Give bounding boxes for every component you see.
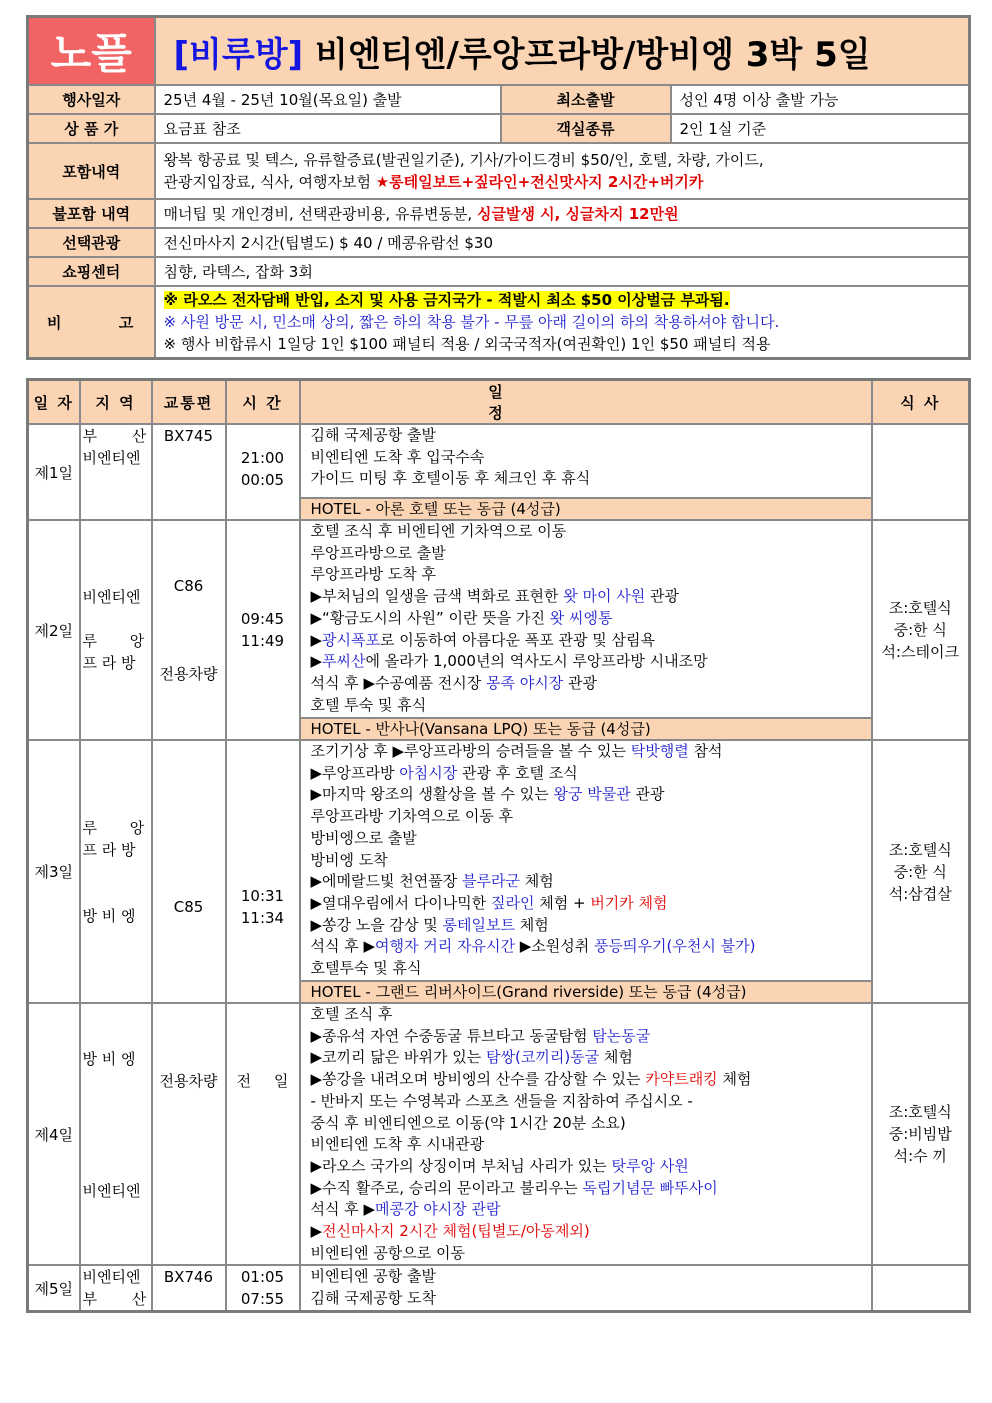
notes-row xyxy=(28,286,970,359)
notes-value xyxy=(155,286,970,359)
day4-line-3: ▶코끼리 닮은 바위가 있는 탐쌍(코끼리)동굴 체험 xyxy=(310,1048,633,1067)
note-1-text: ※ 라오스 전자담배 반입, 소지 및 사용 금지국가 - 적발시 최소 $50 이상벌금 부과됨. xyxy=(163,291,730,309)
day3-transport xyxy=(152,740,226,1003)
day3-time-1: 10:31 xyxy=(240,886,285,905)
day4-meal-1: 조:호텔식 xyxy=(888,1103,952,1122)
day3-line-4: 루앙프라방 기차역으로 이동 후 xyxy=(310,807,514,826)
room-label: 객실종류 xyxy=(501,114,671,143)
day2-label: 제2일 xyxy=(28,520,80,740)
day1-region xyxy=(80,424,152,520)
day3-line-8: ▶열대우림에서 다이나믹한 짚라인 체험 + 버기카 체험 xyxy=(310,893,668,912)
day3-meal-1: 조:호텔식 xyxy=(888,840,952,859)
day4-region xyxy=(80,1003,152,1265)
day3-region-2: 방 비 엥 xyxy=(82,906,136,925)
notes-label-text: 비 고 xyxy=(47,313,134,332)
day2-line-4: ▶부처님의 일생을 금색 벽화로 표현한 왓 마이 사원 관광 xyxy=(310,587,679,606)
day4-line-8: ▶라오스 국가의 상징이며 부처님 사리가 있는 탓루앙 사원 xyxy=(310,1156,689,1175)
day3-meal xyxy=(872,740,970,1003)
included-row xyxy=(28,143,970,199)
day2-meal xyxy=(872,520,970,740)
period-row xyxy=(28,85,970,114)
optional-tour-label: 선택관광 xyxy=(28,228,155,257)
day2-time-1: 09:45 xyxy=(240,610,285,628)
day1-row xyxy=(28,424,970,498)
day4-line-6: 중식 후 비엔티엔으로 이동(약 1시간 20분 소요) xyxy=(310,1113,626,1132)
included-label: 포함내역 xyxy=(28,143,155,199)
day1-itinerary xyxy=(300,424,872,498)
day4-line-1: 호텔 조식 후 xyxy=(310,1005,393,1023)
included-highlight: ★롱테일보트+짚라인+전신맛사지 2시간+버기카 xyxy=(375,173,704,191)
day1-time-1: 21:00 xyxy=(240,449,285,467)
day2-region-1: 비엔티엔 xyxy=(82,588,141,606)
day5-meal xyxy=(872,1265,970,1312)
day5-row xyxy=(28,1265,970,1312)
day3-line-2: ▶루앙프라방 아침시장 관광 후 호텔 조식 xyxy=(310,763,578,782)
day3-time-2: 11:34 xyxy=(240,908,285,927)
day4-line-9: ▶수직 활주로, 승리의 문이라고 불리우는 독립기념문 빠뚜사이 xyxy=(310,1178,718,1197)
day5-time-1: 01:05 xyxy=(240,1268,285,1287)
day4-line-2: ▶종유석 자연 수중동굴 튜브타고 동굴탐험 탐논동굴 xyxy=(310,1026,651,1045)
day4-meal-3: 석:수 끼 xyxy=(893,1147,947,1166)
day2-line-8: 석식 후 ▶수공예품 전시장 몽족 야시장 관광 xyxy=(310,673,597,692)
excluded-text: 매너팁 및 개인경비, 선택관광비용, 유류변동분, xyxy=(163,204,477,223)
day2-row xyxy=(28,520,970,718)
day1-line-3: 가이드 미팅 후 호텔이동 후 체크인 후 휴식 xyxy=(310,469,591,488)
day3-transport-1: C85 xyxy=(173,897,204,916)
note-3: ※ 행사 비합류시 1일당 1인 $100 패널티 적용 / 외국국적자(여권확인) 1인 $50 패널티 적용 xyxy=(163,335,771,353)
shopping-value: 침향, 라텍스, 잡화 3회 xyxy=(155,257,970,286)
day2-meal-1: 조:호텔식 xyxy=(888,599,952,617)
day2-region-2a: 루 앙 xyxy=(82,632,145,650)
day5-region-2: 부 산 xyxy=(82,1290,147,1309)
day3-itinerary xyxy=(300,740,872,981)
day4-meal-2: 중:비빔밥 xyxy=(888,1125,952,1144)
min-departure-value: 성인 4명 이상 출발 가능 xyxy=(671,85,970,114)
page-title xyxy=(155,17,970,86)
day2-meal-2: 중:한 식 xyxy=(893,621,947,639)
day4-line-5: - 반바지 또는 수영복과 스포츠 샌들을 지참하여 주십시오 - xyxy=(310,1091,693,1110)
day3-time xyxy=(226,740,300,1003)
day3-meal-2: 중:한 식 xyxy=(893,862,947,881)
day1-line-1: 김해 국제공항 출발 xyxy=(310,426,436,444)
day2-hotel: HOTEL - 반사나(Vansana LPQ) 또는 동급 (4성급) xyxy=(300,718,872,740)
day2-time xyxy=(226,520,300,740)
day3-line-7: ▶에메랄드빛 천연풀장 블루라군 체험 xyxy=(310,872,554,891)
day4-region-2: 비엔티엔 xyxy=(82,1182,141,1200)
notes-label xyxy=(28,286,155,359)
day5-time-2: 07:55 xyxy=(240,1290,285,1309)
day3-meal-3: 석:삼겹살 xyxy=(888,884,952,903)
day4-time xyxy=(226,1003,300,1265)
day5-itinerary xyxy=(300,1265,872,1312)
day4-line-12: 비엔티엔 공항으로 이동 xyxy=(310,1243,465,1262)
day1-time xyxy=(226,424,300,520)
day2-line-9: 호텔 투숙 및 휴식 xyxy=(310,695,427,714)
day4-transport xyxy=(152,1003,226,1265)
room-value: 2인 1실 기준 xyxy=(671,114,970,143)
schedule-table xyxy=(26,378,971,1313)
included-line-1: 왕복 항공료 및 텍스, 유류할증료(발권일기준), 기사/가이드경비 $50/인, 호텔, 차량, 가이드, xyxy=(163,151,764,169)
day2-line-2: 루앙프라방으로 출발 xyxy=(310,543,446,562)
day4-line-10: 석식 후 ▶메콩강 야시장 관람 xyxy=(310,1200,501,1219)
optional-row xyxy=(28,228,970,257)
day4-row xyxy=(28,1003,970,1265)
title-bracket: [비루방] xyxy=(173,34,304,75)
header-day: 일 자 xyxy=(28,380,80,425)
day3-region xyxy=(80,740,152,1003)
day1-label: 제1일 xyxy=(28,424,80,520)
day5-time xyxy=(226,1265,300,1312)
price-label: 상 품 가 xyxy=(28,114,155,143)
info-table xyxy=(26,15,971,360)
day2-transport xyxy=(152,520,226,740)
period-value: 25년 4월 - 25년 10월(목요일) 출발 xyxy=(155,85,501,114)
day2-itinerary xyxy=(300,520,872,718)
header-meal: 식 사 xyxy=(872,380,970,425)
day4-meal xyxy=(872,1003,970,1265)
included-line-2 xyxy=(164,171,961,193)
day3-line-5: 방비엥으로 출발 xyxy=(310,828,417,847)
shopping-label: 쇼핑센터 xyxy=(28,257,155,286)
excluded-value xyxy=(155,199,970,228)
day4-line-7: 비엔티엔 도착 후 시내관광 xyxy=(310,1135,485,1154)
note-1 xyxy=(164,289,961,311)
day2-line-7: ▶푸씨산에 올라가 1,000년의 역사도시 루앙프라방 시내조망 xyxy=(310,652,708,671)
day3-line-1: 조기기상 후 ▶루앙프라방의 승려들을 볼 수 있는 탁밧행렬 참석 xyxy=(310,742,723,760)
day5-region xyxy=(80,1265,152,1312)
day1-region-2: 비엔티엔 xyxy=(82,449,141,467)
day2-line-6: ▶광시폭포로 이동하여 아름다운 폭포 관광 및 삼림욕 xyxy=(310,630,655,649)
day2-line-5: ▶“황금도시의 사원” 이란 뜻을 가진 왓 씨엥통 xyxy=(310,608,613,627)
day2-transport-1: C86 xyxy=(173,577,204,595)
day2-region xyxy=(80,520,152,740)
schedule-header-row xyxy=(28,380,970,425)
day4-transport-1: 전용차량 xyxy=(159,1072,218,1090)
included-line-2-text: 관광지입장료, 식사, 여행자보험 xyxy=(163,173,376,191)
day1-transport: BX745 xyxy=(152,424,226,520)
day3-hotel: HOTEL - 그랜드 리버사이드(Grand riverside) 또는 동급 (4성급) xyxy=(300,981,872,1003)
min-departure-label: 최소출발 xyxy=(501,85,671,114)
day1-meal xyxy=(872,424,970,520)
day3-line-6: 방비엥 도착 xyxy=(310,850,388,869)
day3-line-9: ▶쏭강 노을 감상 및 롱테일보트 체험 xyxy=(310,915,549,934)
day5-transport: BX746 xyxy=(152,1265,226,1312)
day1-hotel: HOTEL - 아론 호텔 또는 동급 (4성급) xyxy=(300,498,872,520)
day3-line-3: ▶마지막 왕조의 생활상을 볼 수 있는 왕궁 박물관 관광 xyxy=(310,785,665,804)
day4-region-1: 방 비 엥 xyxy=(82,1050,136,1068)
header-itinerary: 일 정 xyxy=(300,380,872,425)
price-value: 요금표 참조 xyxy=(155,114,501,143)
day3-line-10: 석식 후 ▶여행자 거리 자유시간 ▶소원성취 풍등띄우기(우천시 불가) xyxy=(310,937,756,956)
day2-meal-3: 석:스테이크 xyxy=(881,643,959,661)
excluded-row xyxy=(28,199,970,228)
day3-region-1a: 루 앙 xyxy=(82,818,145,837)
included-value xyxy=(155,143,970,199)
day2-transport-2: 전용차량 xyxy=(159,665,218,683)
day5-label: 제5일 xyxy=(28,1265,80,1312)
day2-time-2: 11:49 xyxy=(240,632,285,650)
day2-line-3: 루앙프라방 도착 후 xyxy=(310,565,436,584)
title-main: 비엔티엔/루앙프라방/방비엥 3박 5일 xyxy=(314,34,871,75)
note-2: ※ 사원 방문 시, 민소매 상의, 짧은 하의 착용 불가 - 무릎 아래 길이의 하의 착용하셔야 합니다. xyxy=(163,313,780,331)
day4-itinerary xyxy=(300,1003,872,1265)
period-label: 행사일자 xyxy=(28,85,155,114)
brand-logo: 노플 xyxy=(28,17,155,86)
day4-line-4: ▶쏭강을 내려오며 방비엥의 산수를 감상할 수 있는 카약트래킹 체험 xyxy=(310,1070,752,1089)
day3-row xyxy=(28,740,970,981)
header-time: 시 간 xyxy=(226,380,300,425)
day5-region-1: 비엔티엔 xyxy=(82,1268,141,1287)
day4-time-1: 전 일 xyxy=(236,1072,289,1090)
day1-region-1: 부 산 xyxy=(82,427,147,445)
day2-region-2b: 프 라 방 xyxy=(82,654,136,672)
day2-line-1: 호텔 조식 후 비엔티엔 기차역으로 이동 xyxy=(310,522,567,540)
day3-label: 제3일 xyxy=(28,740,80,1003)
shopping-row xyxy=(28,257,970,286)
single-charge-note: 싱글발생 시, 싱글차지 12만원 xyxy=(476,204,679,223)
day5-line-1: 비엔티엔 공항 출발 xyxy=(310,1267,436,1286)
optional-tour-value: 전신마사지 2시간(팁별도) $ 40 / 메콩유람선 $30 xyxy=(155,228,970,257)
day3-region-1b: 프 라 방 xyxy=(82,840,136,859)
header-transport: 교통편 xyxy=(152,380,226,425)
day5-line-2: 김해 국제공항 도착 xyxy=(310,1289,436,1308)
day1-line-2: 비엔티엔 도착 후 입국수속 xyxy=(310,447,485,466)
day4-line-11: ▶전신마사지 2시간 체험(팁별도/아동제외) xyxy=(310,1222,590,1241)
excluded-label: 불포함 내역 xyxy=(28,199,155,228)
day4-label: 제4일 xyxy=(28,1003,80,1265)
header-region: 지 역 xyxy=(80,380,152,425)
title-row xyxy=(28,17,970,86)
day3-line-11: 호텔투숙 및 휴식 xyxy=(310,959,422,978)
day1-time-2: 00:05 xyxy=(240,471,285,489)
price-row xyxy=(28,114,970,143)
